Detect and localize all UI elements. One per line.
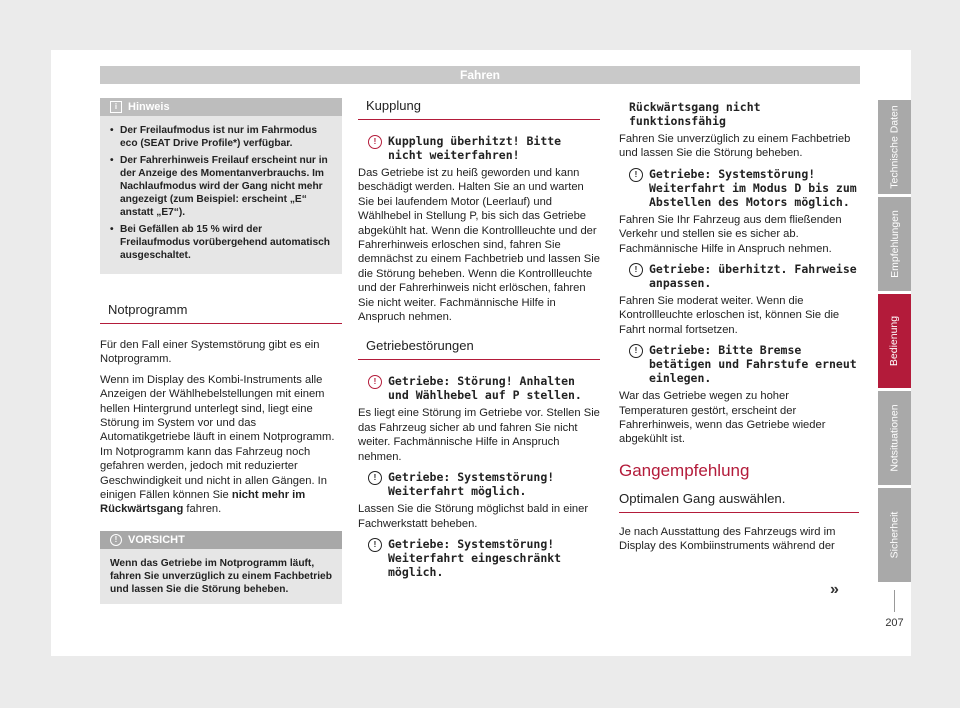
hinweis-box: [100, 98, 342, 274]
tab-bedienung[interactable]: Bedienung: [878, 294, 911, 388]
caution-icon: !: [110, 534, 122, 546]
info-icon: !: [368, 538, 382, 552]
paragraph: Das Getriebe ist zu heiß geworden und kann beschädigt werden. Halten Sie an und warten Sie bei laufendem Motor (Leerlauf) und Wählhebel in Stellung P, bis sich das Getriebe abgekühlt hat. Wenn die Kontrollleuchte und der Fahrerhinweis erloschen sind, fahren Sie demnächst zu einem Fachbetrieb und lassen Sie die Störung beheben. Wenn die Kontrollleuchte und der Fahrerhinweis nicht erlöschen, fahren Sie nicht weiter. Fachmännische Hilfe in Anspruch nehmen.: [358, 167, 600, 324]
paragraph: Fahren Sie Ihr Fahrzeug aus dem fließenden Verkehr und stellen sie es sicher ab. Fachmännische Hilfe in Anspruch nehmen.: [619, 213, 842, 255]
list-item: • Bei Gefällen ab 15 % wird der Freilaufmodus vorübergehend automatisch ausgeschaltet.: [120, 223, 332, 262]
column-2: [358, 98, 600, 583]
paragraph: Fahren Sie unverzüglich zu einem Fachbetrieb und lassen Sie die Störung beheben.: [619, 133, 851, 160]
warning-icon: !: [368, 135, 382, 149]
warning-icon: !: [368, 375, 382, 389]
vorsicht-box: [100, 531, 342, 604]
message: ! Getriebe: Bitte Bremse betätigen und Fahrstufe erneut einlegen.: [629, 343, 859, 385]
tab-sicherheit[interactable]: Sicherheit: [878, 488, 911, 582]
section-title-notprogramm: Notprogramm: [100, 302, 342, 324]
tab-notsituationen[interactable]: Notsituationen: [878, 391, 911, 485]
page-header: Fahren: [100, 66, 860, 84]
vorsicht-title: VORSICHT: [128, 533, 185, 546]
message: ! Getriebe: Systemstörung! Weiterfahrt eingeschränkt möglich.: [368, 537, 600, 579]
paragraph: Fahren Sie moderat weiter. Wenn die Kontrollleuchte erloschen ist, können Sie die Fahrt normal fortsetzen.: [619, 295, 840, 336]
paragraph: Für den Fall einer Systemstörung gibt es ein Notprogramm.: [100, 339, 320, 366]
paragraph: War das Getriebe wegen zu hoher Temperaturen gestört, erscheint der Fahrerhinweis, wenn das Getriebe wieder abgekühlt ist.: [619, 390, 826, 446]
list-item: • Der Fahrerhinweis Freilauf erscheint nur in der Anzeige des Momentanverbrauchs. Im Nachlaufmodus wird der Gang nicht mehr angezeigt (zum Beispiel: erscheint „E“ anstatt „E7“).: [120, 154, 332, 219]
section-title-getriebestoerungen: Getriebestörungen: [358, 338, 600, 360]
info-icon: !: [368, 471, 382, 485]
column-1: [100, 98, 342, 632]
info-icon: !: [629, 344, 643, 358]
info-icon: !: [629, 168, 643, 182]
column-3: [619, 98, 859, 560]
vorsicht-text: Wenn das Getriebe im Notprogramm läuft, fahren Sie unverzüglich zu einem Fachbetrieb und lassen Sie die Störung beheben.: [110, 557, 332, 595]
tab-empfehlungen[interactable]: Empfehlungen: [878, 197, 911, 291]
info-icon: i: [110, 101, 122, 113]
message: ! Getriebe: überhitzt. Fahrweise anpassen.: [629, 262, 859, 290]
page-number: 207: [885, 617, 904, 629]
hinweis-list: [110, 124, 332, 262]
paragraph: Es liegt eine Störung im Getriebe vor. Stellen Sie das Fahrzeug sicher ab und fahren Sie nicht weiter. Fachmännische Hilfe in Anspruch nehmen.: [358, 407, 600, 463]
message: ! Getriebe: Systemstörung! Weiterfahrt möglich.: [368, 470, 600, 498]
tab-technische-daten[interactable]: Technische Daten: [878, 100, 911, 194]
message: ! Getriebe: Störung! Anhalten und Wählhebel auf P stellen.: [368, 374, 600, 402]
hinweis-title: Hinweis: [128, 101, 170, 113]
info-icon: !: [629, 263, 643, 277]
message: Rückwärtsgang nicht funktionsfähig: [629, 100, 761, 128]
section-title-gangempfehlung: Gangempfehlung: [619, 460, 750, 480]
paragraph: Je nach Ausstattung des Fahrzeugs wird im Display des Kombiinstruments während der: [619, 525, 836, 553]
vorsicht-header: [100, 531, 342, 549]
list-item: • Der Freilaufmodus ist nur im Fahrmodus eco (SEAT Drive Profile*) verfügbar.: [120, 124, 332, 150]
subsection-title: Optimalen Gang auswählen.: [619, 491, 859, 513]
paragraph: Wenn im Display des Kombi-Instruments alle Anzeigen der Wählhebelstellungen mit einem hellen Hintergrund unterlegt sind, liegt eine Störung im System vor und das Automatikgetriebe läuft in einem Notprogramm. Im Notprogramm kann das Fahrzeug noch gefahren werden, jedoch mit reduzierter Geschwindigkeit und nicht in allen Gängen. In einigen Fällen können Sie nicht mehr im Rückwärtsgang fahren.: [100, 373, 335, 516]
section-title-kupplung: Kupplung: [358, 98, 600, 120]
paragraph: Lassen Sie die Störung möglichst bald in einer Fachwerkstatt beheben.: [358, 503, 589, 530]
message: ! Getriebe: Systemstörung! Weiterfahrt im Modus D bis zum Abstellen des Motors möglich.: [629, 167, 859, 209]
message: ! Kupplung überhitzt! Bitte nicht weiterfahren!: [368, 134, 600, 162]
divider: [894, 590, 895, 612]
continue-arrow-icon: »: [830, 581, 839, 598]
hinweis-header: [100, 98, 342, 116]
